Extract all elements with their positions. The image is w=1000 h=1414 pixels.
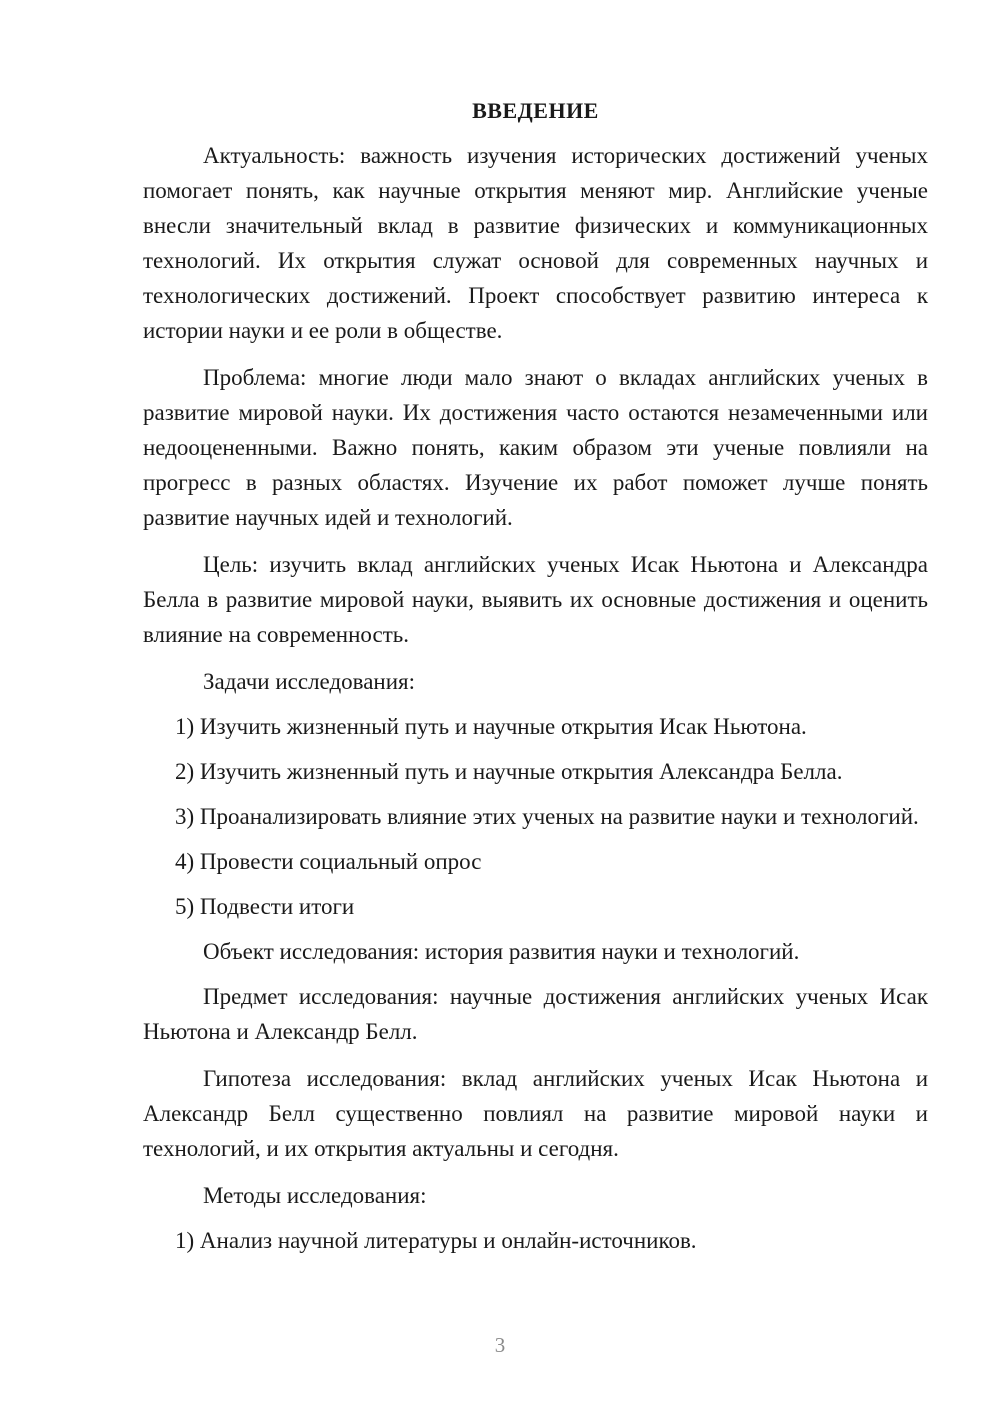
section-heading: ВВЕДЕНИЕ — [472, 98, 599, 123]
problem-paragraph: Проблема: многие люди мало знают о вкладах английских ученых в развитие мировой науки. Их достижения часто остаются незамеченными или недооцененными. Важно понять, каким образом эти ученые повлияли на прогресс в разных областях. Изучение их работ поможет лучше понять развитие научных идей и технологий. — [143, 365, 928, 530]
page-number: 3 — [494, 1333, 506, 1357]
relevance-paragraph: Актуальность: важность изучения исторических достижений ученых помогает понять, как научные открытия меняют мир. Английские ученые внесли значительный вклад в развитие физических и коммуникационных технологий. Их открытия служат основой для современных научных и технологических достижений. Проект способствует развитию интереса к истории науки и ее роли в обществе. — [143, 143, 928, 343]
object-paragraph: Объект исследования: история развития науки и технологий. — [203, 939, 800, 964]
task-item-4: 4) Провести социальный опрос — [175, 849, 482, 874]
subject-paragraph: Предмет исследования: научные достижения английских ученых Исак Ньютона и Александр Белл. — [143, 984, 928, 1044]
tasks-title: Задачи исследования: — [203, 669, 416, 694]
method-item-1: 1) Анализ научной литературы и онлайн-источников. — [175, 1228, 697, 1253]
hypothesis-paragraph: Гипотеза исследования: вклад английских ученых Исак Ньютона и Александр Белл существенно повлиял на развитие мировой науки и технологий, и их открытия актуальны и сегодня. — [143, 1066, 928, 1161]
methods-title: Методы исследования: — [203, 1183, 427, 1208]
task-item-3: 3) Проанализировать влияние этих ученых на развитие науки и технологий. — [175, 804, 919, 829]
task-item-5: 5) Подвести итоги — [175, 894, 355, 919]
document-body — [143, 93, 928, 1268]
task-item-2: 2) Изучить жизненный путь и научные открытия Александра Белла. — [175, 759, 843, 784]
goal-paragraph: Цель: изучить вклад английских ученых Исак Ньютона и Александра Белла в развитие мировой науки, выявить их основные достижения и оценить влияние на современность. — [143, 552, 928, 647]
task-item-1: 1) Изучить жизненный путь и научные открытия Исак Ньютона. — [175, 714, 807, 739]
